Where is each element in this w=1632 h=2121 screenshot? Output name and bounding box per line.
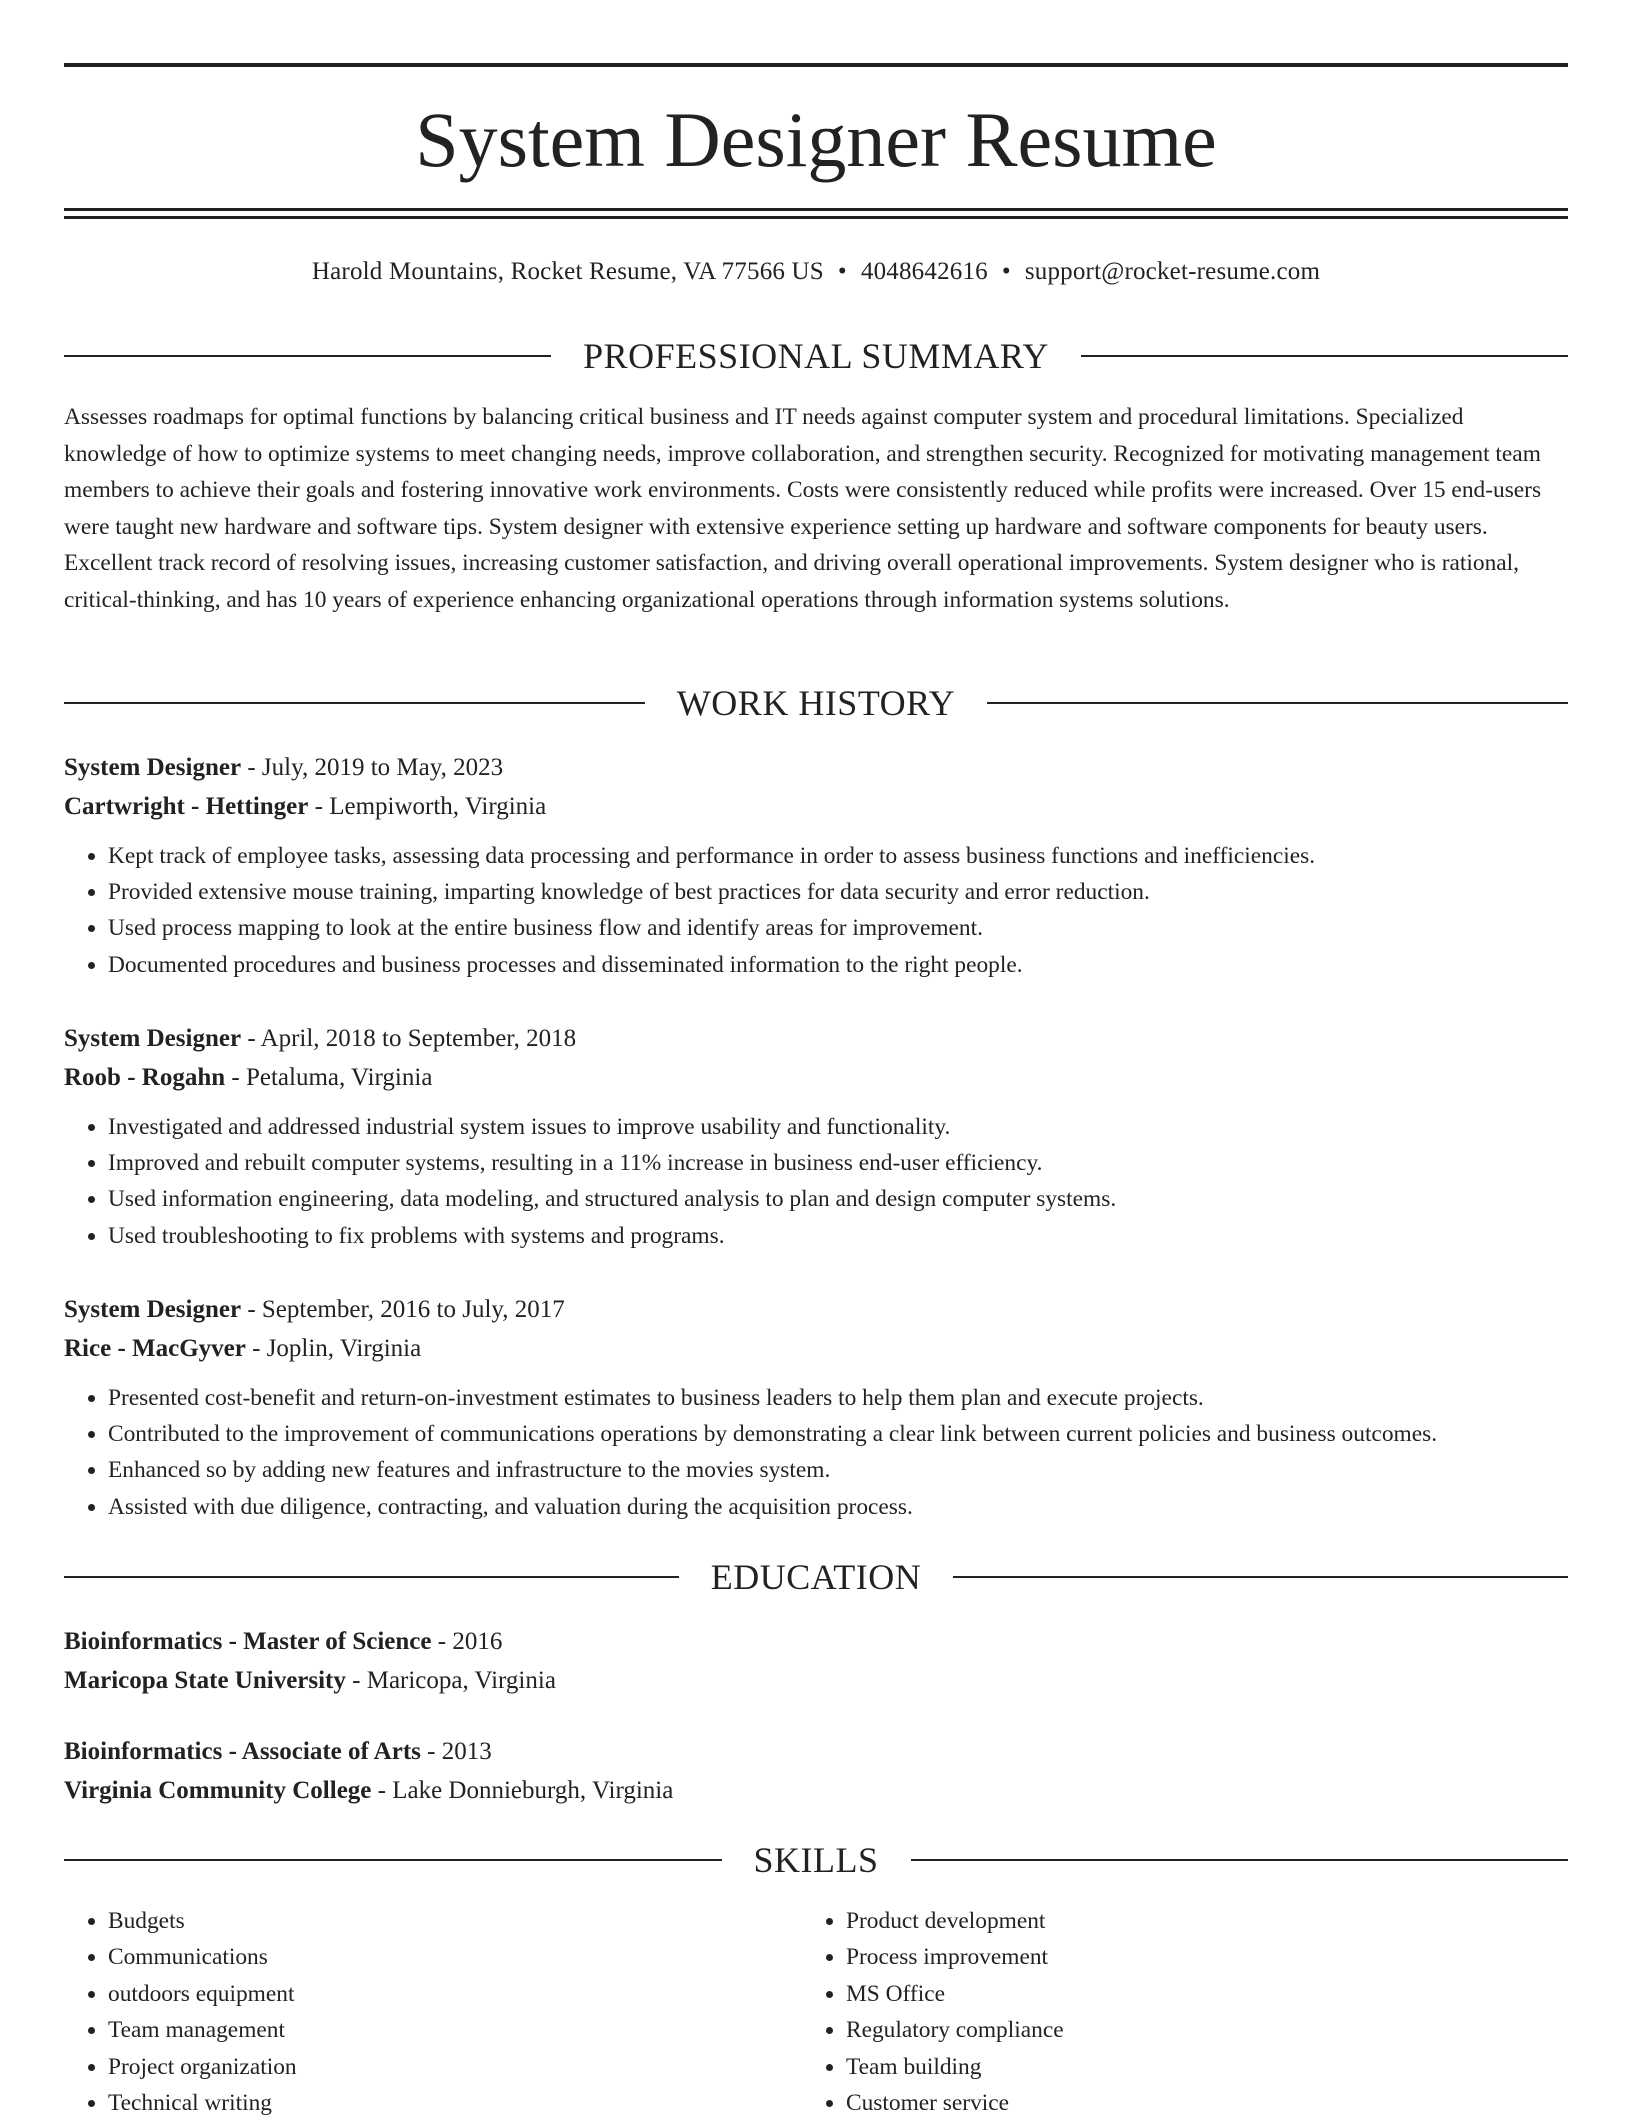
heading-rule [64,702,645,704]
section-heading-education [64,1555,1568,1599]
title-bottom-rule-2 [64,216,1568,219]
skill-item: • Regulatory compliance [846,2012,1544,2048]
job-bullet: • Improved and rebuilt computer systems, resulting in a 11% increase in business end-user efficiency. [108,1145,1568,1181]
skill-item: • MS Office [846,1976,1544,2012]
skill-item: • Product development [846,1903,1544,1939]
contact-separator: • [1001,258,1011,285]
education-heading: EDUCATION [710,1557,922,1597]
skills-list-left [64,1903,806,2121]
job-bullet: • Enhanced so by adding new features and infrastructure to the movies system. [108,1452,1568,1488]
degree-line [64,1732,1568,1771]
heading-rule [64,1859,722,1861]
job-company-line [64,1058,1568,1097]
skills-columns [64,1903,1568,2121]
skills-heading: SKILLS [753,1840,879,1880]
job-company: Rice - MacGyver [64,1335,246,1362]
degree: Bioinformatics - Associate of Arts [64,1738,421,1765]
job-entry [64,748,1568,983]
skill-item: • Project organization [108,2049,806,2085]
job-bullets [64,838,1568,983]
skill-item: • outdoors equipment [108,1976,806,2012]
work-heading: WORK HISTORY [676,683,956,723]
skill-item: • Team management [108,2012,806,2048]
heading-rule [953,1576,1568,1578]
section-heading-summary [64,334,1568,378]
job-bullet: • Used information engineering, data modeling, and structured analysis to plan and design computer systems. [108,1181,1568,1217]
school-location: - Lake Donnieburgh, Virginia [371,1777,674,1804]
job-bullet: • Investigated and addressed industrial system issues to improve usability and functionality. [108,1109,1568,1145]
skill-item: • Team building [846,2049,1544,2085]
contact-line [64,254,1568,290]
job-bullet: • Documented procedures and business processes and disseminated information to the right people. [108,947,1568,983]
school-line [64,1771,1568,1810]
contact-phone: 4048642616 [860,258,988,285]
job-title-line [64,1290,1568,1329]
skills-list-right [806,1903,1544,2121]
job-bullet: • Kept track of employee tasks, assessing data processing and performance in order to assess business functions and inefficiencies. [108,838,1568,874]
job-title-line [64,1019,1568,1058]
education-entry [64,1732,1568,1810]
school: Maricopa State University [64,1667,346,1694]
heading-rule [64,1576,679,1578]
school-location: - Maricopa, Virginia [345,1667,556,1694]
heading-rule [64,355,551,357]
job-title: System Designer [64,1025,242,1052]
skill-item: • Process improvement [846,1939,1544,1975]
contact-separator: • [837,258,847,285]
job-dates: - April, 2018 to September, 2018 [241,1025,577,1052]
skill-item: • Technical writing [108,2085,806,2121]
section-heading-work [64,681,1568,725]
contact-email[interactable]: support@rocket-resume.com [1024,258,1321,285]
job-bullet: • Used troubleshooting to fix problems with systems and programs. [108,1218,1568,1254]
job-company: Roob - Rogahn [64,1064,226,1091]
heading-rule [1081,355,1568,357]
job-title-line [64,748,1568,787]
heading-rule [911,1859,1569,1861]
education-entry [64,1622,1568,1700]
job-bullets [64,1380,1568,1525]
title-top-rule [64,63,1568,67]
section-heading-skills [64,1838,1568,1882]
summary-text: Assesses roadmaps for optimal functions by balancing critical business and IT needs against computer system and procedural limitations. Specialized knowledge of how to optimize systems to meet changing needs, improve collaboration, and strengthen security. Recognized for motivating management team members to achieve their goals and fostering innovative work environments. Costs were consistently reduced while profits were increased. Over 15 end-users were taught new hardware and software tips. System designer with extensive experience setting up hardware and software components for beauty users. Excellent track record of resolving issues, increasing customer satisfaction, and driving overall operational improvements. System designer who is rational, critical-thinking, and has 10 years of experience enhancing organizational operations through information systems solutions. [64,404,1542,613]
job-company-line [64,1329,1568,1368]
degree: Bioinformatics - Master of Science [64,1628,432,1655]
job-bullet: • Contributed to the improvement of communications operations by demonstrating a clear link between current policies and business outcomes. [108,1416,1568,1452]
degree-year: - 2016 [431,1628,503,1655]
school-line [64,1661,1568,1700]
heading-rule [987,702,1568,704]
job-bullet: • Used process mapping to look at the entire business flow and identify areas for improvement. [108,910,1568,946]
job-title: System Designer [64,1296,242,1323]
job-entry [64,1290,1568,1525]
job-bullets [64,1109,1568,1254]
skill-item: • Customer service [846,2085,1544,2121]
contact-address: Harold Mountains, Rocket Resume, VA 77566 US [311,258,824,285]
skill-item: • Budgets [108,1903,806,1939]
job-location: - Petaluma, Virginia [225,1064,433,1091]
summary-heading: PROFESSIONAL SUMMARY [583,336,1049,376]
job-company: Cartwright - Hettinger [64,793,309,820]
degree-year: - 2013 [420,1738,492,1765]
job-location: - Lempiworth, Virginia [308,793,547,820]
job-entry [64,1019,1568,1254]
title-bottom-rule-1 [64,208,1568,211]
job-bullet: • Presented cost-benefit and return-on-investment estimates to business leaders to help them plan and execute projects. [108,1380,1568,1416]
job-dates: - July, 2019 to May, 2023 [241,754,504,781]
job-title: System Designer [64,754,242,781]
job-location: - Joplin, Virginia [245,1335,422,1362]
school: Virginia Community College [64,1777,372,1804]
job-bullet: • Assisted with due diligence, contracting, and valuation during the acquisition process. [108,1489,1568,1525]
skill-item: • Communications [108,1939,806,1975]
job-dates: - September, 2016 to July, 2017 [241,1296,565,1323]
page-title: System Designer Resume [415,96,1217,183]
degree-line [64,1622,1568,1661]
job-bullet: • Provided extensive mouse training, imparting knowledge of best practices for data security and error reduction. [108,874,1568,910]
job-company-line [64,787,1568,826]
